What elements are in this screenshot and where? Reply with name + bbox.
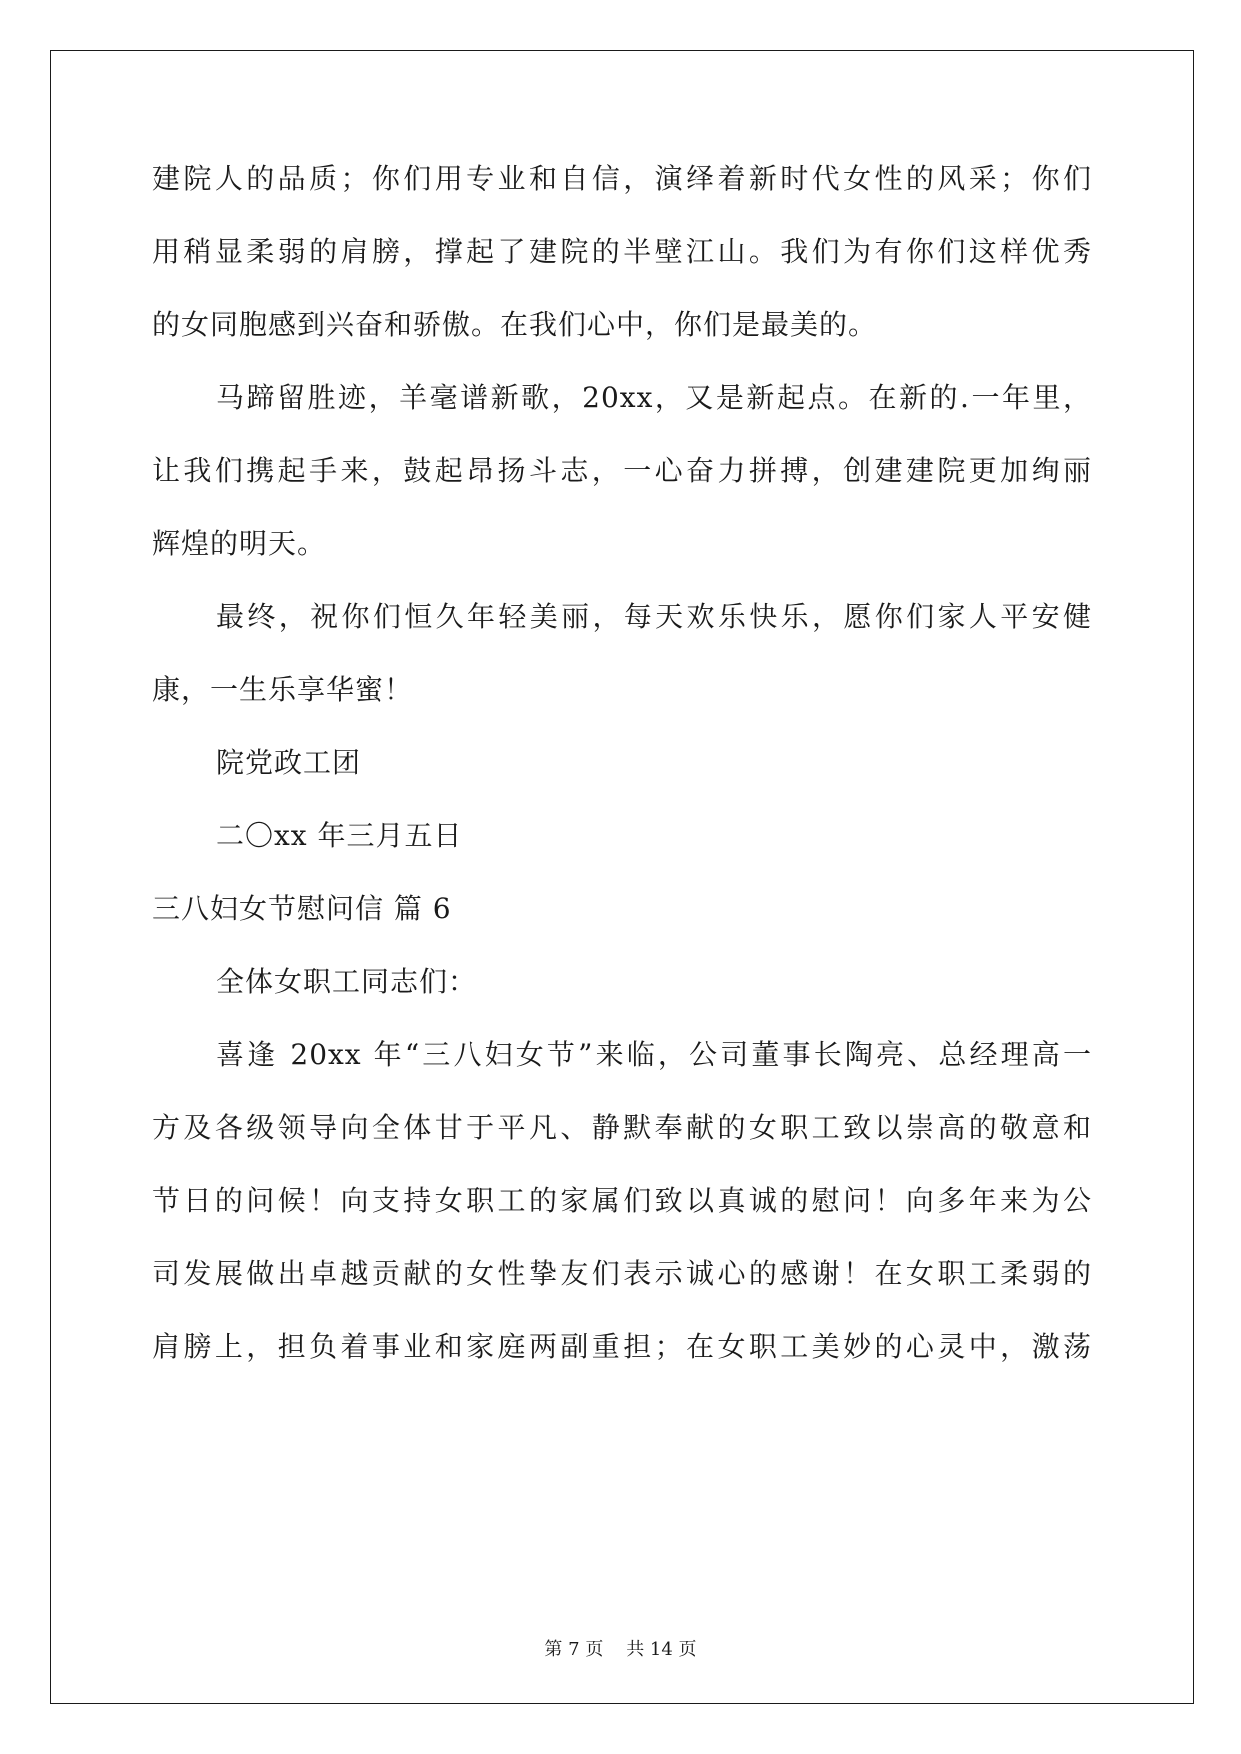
text-line: 节日的问候！向支持女职工的家属们致以真诚的慰问！向多年来为公 [152,1184,1092,1217]
text-line: 方及各级领导向全体甘于平凡、静默奉献的女职工致以崇高的敬意和 [152,1111,1092,1144]
text-line: 马蹄留胜迹，羊毫谱新歌，20xx，又是新起点。在新的.一年里， [216,381,1092,414]
page-number-footer: 第 7 页 共 14 页 [544,1639,697,1660]
text-line: 三八妇女节慰问信 篇 6 [152,892,452,925]
text-line: 康，一生乐享华蜜！ [152,673,414,706]
text-line: 最终，祝你们恒久年轻美丽，每天欢乐快乐，愿你们家人平安健 [216,600,1092,633]
text-line: 全体女职工同志们： [216,965,478,998]
text-line: 的女同胞感到兴奋和骄傲。在我们心中，你们是最美的。 [152,308,878,341]
text-line: 建院人的品质；你们用专业和自信，演绎着新时代女性的风采；你们 [152,162,1092,195]
text-line: 让我们携起手来，鼓起昂扬斗志，一心奋力拼搏，创建建院更加绚丽 [152,454,1092,487]
document-body [152,162,1092,1403]
text-line: 喜逢 20xx 年“三八妇女节”来临，公司董事长陶亮、总经理高一 [216,1038,1092,1071]
text-line: 用稍显柔弱的肩膀，撑起了建院的半壁江山。我们为有你们这样优秀 [152,235,1092,268]
text-line: 二〇xx 年三月五日 [216,819,463,852]
text-line: 辉煌的明天。 [152,527,327,560]
text-line: 院党政工团 [216,746,362,779]
text-line: 司发展做出卓越贡献的女性挚友们表示诚心的感谢！在女职工柔弱的 [152,1257,1092,1290]
text-line: 肩膀上，担负着事业和家庭两副重担；在女职工美妙的心灵中，激荡 [152,1330,1092,1363]
